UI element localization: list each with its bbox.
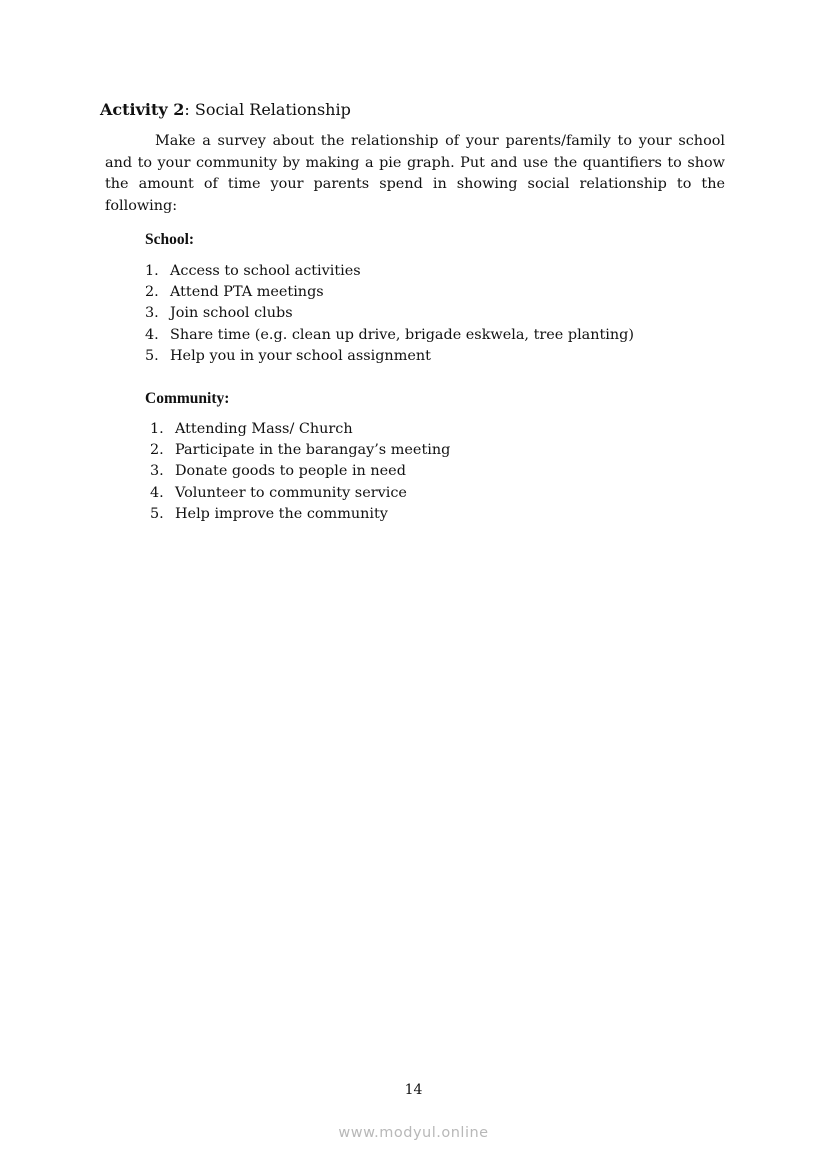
list-item: [145, 303, 634, 324]
list-item: [150, 419, 450, 440]
intro-text: Make a survey about the relationship of your parents/family to your school and to your community by making a pie graph. Put and use the quantifiers to show the amount of time your parents spend in showing social relationship to the following:: [105, 133, 725, 214]
list-item-number: 5.: [150, 505, 164, 522]
list-item: [150, 483, 450, 504]
list-item-text: Participate in the barangay’s meeting: [175, 442, 451, 459]
activity-title: Social Relationship: [194, 100, 351, 119]
list-item-text: Help improve the community: [175, 505, 388, 522]
list-item-text: Volunteer to community service: [175, 484, 407, 501]
list-item: [150, 440, 450, 461]
list-item-text: Join school clubs: [170, 305, 293, 322]
page-number: 14: [404, 1082, 423, 1098]
list-item-text: Attend PTA meetings: [170, 284, 324, 301]
list-item-number: 3.: [145, 305, 159, 322]
list-item-number: 5.: [145, 347, 159, 364]
list-item-text: Share time (e.g. clean up drive, brigade eskwela, tree planting): [170, 326, 634, 343]
list-item: [150, 504, 450, 525]
activity-heading: [100, 98, 351, 122]
list-item-text: Help you in your school assignment: [170, 347, 431, 364]
list-item-number: 2.: [150, 442, 164, 459]
community-list: [150, 419, 450, 525]
list-item: [145, 261, 634, 282]
list-item: [145, 325, 634, 346]
list-item-number: 2.: [145, 284, 159, 301]
list-item: [145, 282, 634, 303]
watermark: www.modyul.online: [338, 1125, 489, 1141]
list-item-number: 4.: [145, 326, 159, 343]
school-list: [145, 261, 634, 367]
list-item: [150, 461, 450, 482]
activity-label: Activity 2: [100, 100, 185, 119]
list-item-number: 1.: [145, 263, 159, 279]
list-item-text: Donate goods to people in need: [175, 463, 406, 480]
list-item-number: 3.: [150, 463, 164, 480]
list-item: [145, 346, 634, 367]
intro-paragraph: [105, 131, 725, 217]
list-item-text: Attending Mass/ Church: [175, 421, 353, 437]
community-section-title: Community:: [145, 390, 230, 407]
list-item-number: 1.: [150, 421, 164, 437]
list-item-text: Access to school activities: [170, 263, 361, 279]
school-section-title: School:: [145, 231, 195, 248]
activity-separator: :: [184, 100, 195, 119]
list-item-number: 4.: [150, 484, 164, 501]
